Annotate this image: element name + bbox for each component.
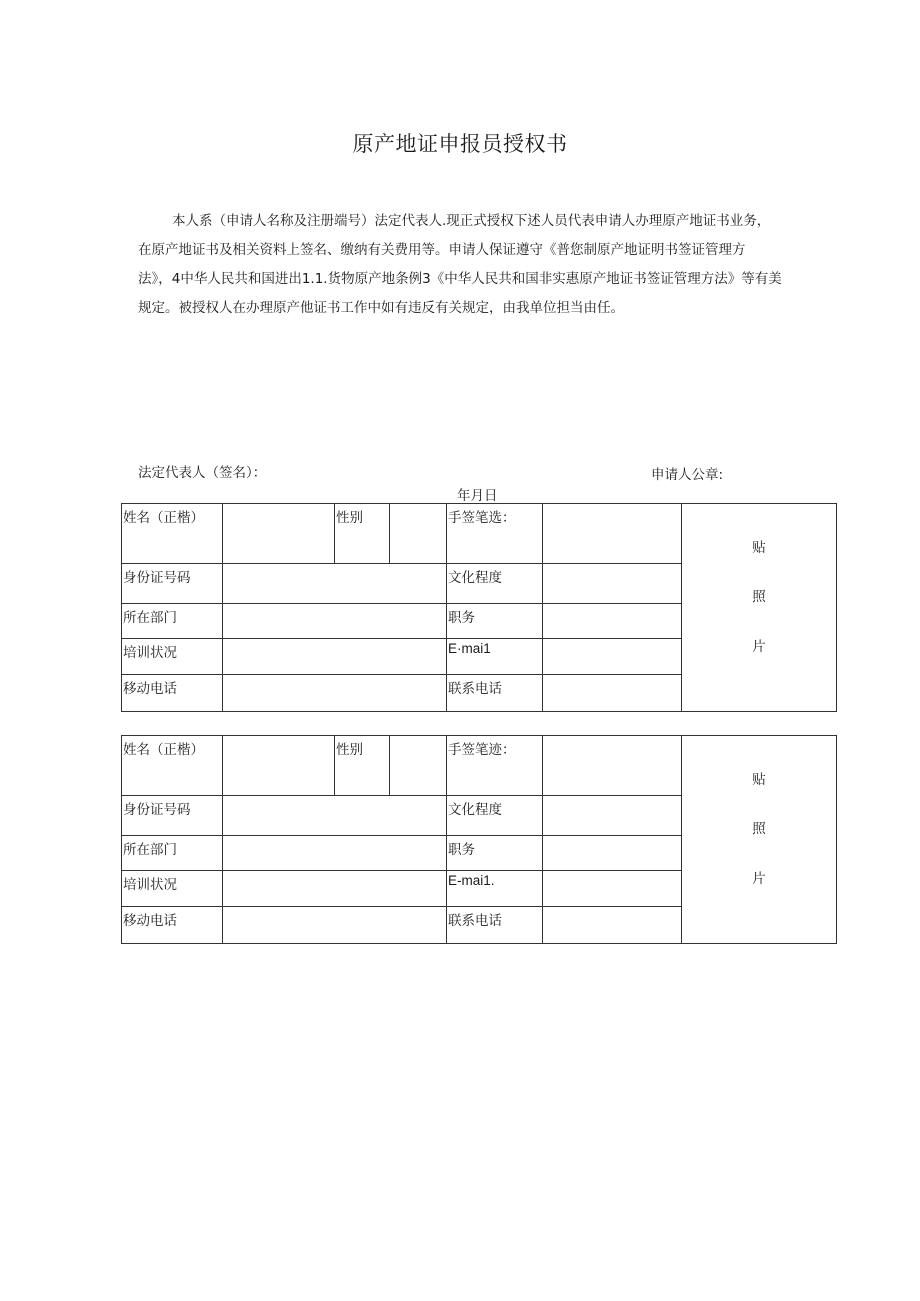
name-label: 姓名（正楷） <box>122 736 223 796</box>
mobile-field[interactable] <box>223 907 447 944</box>
position-field[interactable] <box>543 836 682 871</box>
applicant-form-1 <box>121 503 837 712</box>
training-field[interactable] <box>223 639 447 675</box>
photo-char: 贴 <box>752 540 766 556</box>
phone-field[interactable] <box>543 675 682 712</box>
email-field[interactable] <box>543 871 682 907</box>
applicant-form-2 <box>121 735 837 944</box>
photo-area[interactable] <box>682 504 837 712</box>
email-label: E-mai1. <box>447 871 543 907</box>
paragraph-line: 规定。被授权人在办理原产他证书工作中如有违反有关规定，由我单位担当由任。 <box>138 300 624 316</box>
email-field[interactable] <box>543 639 682 675</box>
name-field[interactable] <box>223 736 335 796</box>
name-label: 姓名（正楷） <box>122 504 223 564</box>
id-number-field[interactable] <box>223 564 447 604</box>
photo-char: 贴 <box>752 772 766 788</box>
education-label: 文化程度 <box>447 564 543 604</box>
phone-label: 联系电话 <box>447 675 543 712</box>
training-field[interactable] <box>223 871 447 907</box>
email-label: E·mai1 <box>447 639 543 675</box>
training-label: 培训状况 <box>122 639 223 675</box>
education-field[interactable] <box>543 564 682 604</box>
education-field[interactable] <box>543 796 682 836</box>
position-field[interactable] <box>543 604 682 639</box>
paragraph-line: 法》，4中华人民共和国进出1.1.货物原产地条例3《中华人民共和国非实惠原产地证书签证管理方法》等有美 <box>138 271 782 287</box>
name-field[interactable] <box>223 504 335 564</box>
signature-label: 手签笔迹： <box>447 736 543 796</box>
gender-field[interactable] <box>390 504 447 564</box>
applicant-seal-label: 申请人公章: <box>651 467 724 483</box>
position-label: 职务 <box>447 836 543 871</box>
paragraph-line: 本人系（申请人名称及注册端号）法定代表人.现正式授权下述人员代表申请人办理原产地证书业务， <box>172 213 771 229</box>
photo-char: 照 <box>752 821 766 837</box>
department-field[interactable] <box>223 604 447 639</box>
document-title: 原产地证申报员授权书 <box>352 132 568 156</box>
mobile-label: 移动电话 <box>122 675 223 712</box>
gender-label: 性别 <box>335 504 390 564</box>
mobile-field[interactable] <box>223 675 447 712</box>
photo-char: 片 <box>752 871 766 887</box>
position-label: 职务 <box>447 604 543 639</box>
legal-rep-signature-label: 法定代表人（签名）： <box>138 465 267 481</box>
gender-field[interactable] <box>390 736 447 796</box>
signature-field[interactable] <box>543 504 682 564</box>
signature-field[interactable] <box>543 736 682 796</box>
date-label: 年月日 <box>457 488 498 504</box>
mobile-label: 移动电话 <box>122 907 223 944</box>
id-number-label: 身份证号码 <box>122 564 223 604</box>
phone-field[interactable] <box>543 907 682 944</box>
gender-label: 性别 <box>335 736 390 796</box>
paragraph-line: 在原产地证书及相关资料上签名、缴纳有关费用等。申请人保证遵守《普您制原产地证明书签证管理方 <box>138 242 746 258</box>
photo-area[interactable] <box>682 736 837 944</box>
education-label: 文化程度 <box>447 796 543 836</box>
id-number-field[interactable] <box>223 796 447 836</box>
photo-char: 照 <box>752 589 766 605</box>
signature-label: 手签笔选： <box>447 504 543 564</box>
training-label: 培训状况 <box>122 871 223 907</box>
phone-label: 联系电话 <box>447 907 543 944</box>
photo-char: 片 <box>752 639 766 655</box>
department-label: 所在部门 <box>122 836 223 871</box>
id-number-label: 身份证号码 <box>122 796 223 836</box>
department-label: 所在部门 <box>122 604 223 639</box>
department-field[interactable] <box>223 836 447 871</box>
authorization-paragraph <box>138 207 838 323</box>
